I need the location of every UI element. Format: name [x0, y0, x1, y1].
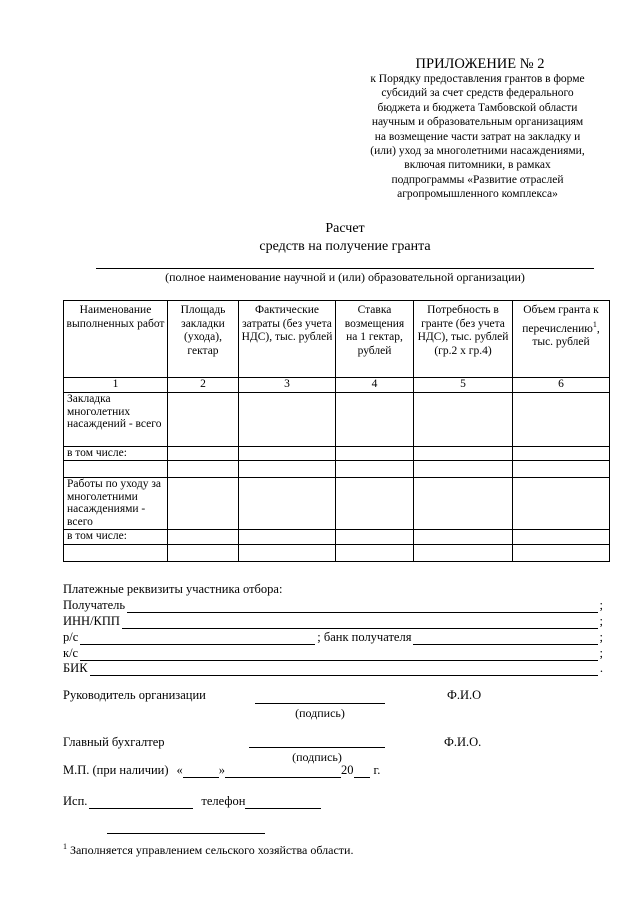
accountant-fio-label: Ф.И.О.	[444, 735, 482, 749]
appendix-title: ПРИЛОЖЕНИЕ № 2	[415, 56, 545, 72]
row-label: в том числе:	[64, 530, 168, 545]
table-cell[interactable]	[414, 530, 513, 545]
bank-semicolon: ;	[599, 630, 603, 644]
appendix-line: к Порядку предоставления грантов в форме	[370, 73, 585, 85]
column-number: 2	[168, 378, 239, 393]
table-cell[interactable]	[239, 478, 336, 530]
date-quote-open: «	[176, 763, 183, 777]
ks-semicolon: ;	[599, 646, 603, 660]
bank-field[interactable]	[413, 633, 597, 645]
bik-period: .	[599, 661, 603, 675]
table-cell[interactable]	[336, 530, 414, 545]
head-fio-label: Ф.И.О	[447, 688, 482, 702]
footnote-text: Заполняется управлением сельского хозяйства области.	[70, 843, 354, 857]
phone-label: телефон	[201, 794, 246, 808]
table-cell[interactable]	[239, 447, 336, 461]
bik-label: БИК	[63, 661, 88, 675]
column-number: 5	[414, 378, 513, 393]
header-grant-amount-unit: тыс. рублей	[532, 335, 590, 348]
table-cell[interactable]	[168, 478, 239, 530]
appendix-line: на возмещение части затрат на закладку и	[374, 130, 581, 143]
appendix-line: подпрограммы «Развитие отраслей	[391, 173, 564, 186]
table-row	[64, 461, 610, 478]
table-cell[interactable]	[336, 461, 414, 478]
table-cell[interactable]	[513, 545, 610, 562]
header-grant-need: Потребность в гранте (без учета НДС), тыс. рублей (гр.2 х гр.4)	[414, 301, 513, 378]
table-cell[interactable]	[168, 530, 239, 545]
row-label	[64, 461, 168, 478]
table-cell[interactable]	[336, 447, 414, 461]
accountant-label: Главный бухгалтер	[63, 735, 165, 749]
head-signature-caption: (подпись)	[295, 706, 345, 720]
table-header-row	[64, 301, 610, 378]
column-number-row	[64, 378, 610, 393]
bik-field[interactable]	[90, 664, 598, 676]
stamp-label: М.П. (при наличии)	[63, 763, 169, 777]
row-label: Закладка многолетних насаждений - всего	[64, 393, 168, 447]
row-label	[64, 545, 168, 562]
table-cell[interactable]	[414, 545, 513, 562]
head-signature-field[interactable]	[255, 703, 385, 704]
recipient-semicolon: ;	[599, 598, 603, 612]
table-cell[interactable]	[239, 530, 336, 545]
column-number: 3	[239, 378, 336, 393]
header-rate: Ставка возмещения на 1 гектар, рублей	[336, 301, 414, 378]
table-row	[64, 530, 610, 545]
stamp-date-row	[63, 763, 380, 778]
inn-row	[63, 613, 603, 629]
ks-row	[63, 645, 603, 661]
bank-label: ; банк получателя	[317, 630, 412, 644]
inn-label: ИНН/КПП	[63, 614, 120, 628]
phone-field[interactable]	[245, 797, 321, 809]
table-cell[interactable]	[414, 393, 513, 447]
inn-semicolon: ;	[599, 614, 603, 628]
table-row	[64, 478, 610, 530]
appendix-line: научным и образовательным организациям	[371, 116, 584, 129]
bik-row	[63, 660, 603, 676]
date-year-prefix: 20	[341, 763, 354, 777]
date-day-field[interactable]	[183, 766, 219, 778]
header-grant-amount: Объем гранта к перечислению$^1$, тыс. рублей	[513, 301, 610, 378]
document-title-line1: Расчет	[325, 221, 365, 236]
header-area: Площадь закладки (ухода), гектар	[168, 301, 239, 378]
executor-field[interactable]	[89, 797, 193, 809]
date-quote-close: »	[218, 763, 226, 777]
date-month-field[interactable]	[225, 766, 341, 778]
executor-row	[63, 794, 321, 809]
appendix-line: (или) уход за многолетними насаждениями,	[370, 145, 585, 158]
table-cell[interactable]	[513, 461, 610, 478]
table-cell[interactable]	[414, 478, 513, 530]
table-cell[interactable]	[239, 545, 336, 562]
table-row	[64, 545, 610, 562]
table-cell[interactable]	[168, 447, 239, 461]
recipient-field[interactable]	[127, 601, 597, 613]
table-cell[interactable]	[336, 545, 414, 562]
column-number: 6	[513, 378, 610, 393]
organization-name-caption: (полное наименование научной и (или) образовательной организации)	[165, 270, 525, 284]
table-cell[interactable]	[513, 478, 610, 530]
document-title	[0, 220, 640, 256]
head-label: Руководитель организации	[63, 688, 206, 702]
header-work-name: Наименование выполненных работ	[64, 301, 168, 378]
organization-name-field[interactable]	[96, 268, 594, 269]
row-label: Работы по уходу за многолетними насаждениями - всего	[64, 478, 168, 530]
table-cell[interactable]	[414, 447, 513, 461]
table-cell[interactable]	[239, 461, 336, 478]
appendix-line: агропромышленного комплекса»	[397, 188, 558, 201]
table-cell[interactable]	[513, 393, 610, 447]
requisites-heading: Платежные реквизиты участника отбора:	[63, 582, 283, 596]
date-year-field[interactable]	[354, 766, 370, 778]
date-year-suffix: г.	[373, 763, 381, 777]
accountant-signature-field[interactable]	[249, 747, 385, 748]
row-label: в том числе:	[64, 447, 168, 461]
table-row	[64, 447, 610, 461]
rs-field[interactable]	[80, 633, 315, 645]
recipient-row	[63, 597, 603, 613]
appendix-description	[330, 72, 625, 202]
grant-calculation-table	[63, 300, 610, 562]
footnote-mark: 1	[63, 842, 67, 851]
ks-label: к/с	[63, 646, 79, 660]
footnote-separator	[107, 833, 265, 834]
rs-label: р/с	[63, 630, 79, 644]
table-cell[interactable]	[414, 461, 513, 478]
footnote	[63, 842, 353, 858]
table-row	[64, 393, 610, 447]
appendix-line: включая питомники, в рамках	[404, 159, 551, 172]
header-grant-amount-label: Объем гранта к перечислению	[522, 304, 599, 335]
table-cell[interactable]	[336, 393, 414, 447]
account-row	[63, 629, 603, 645]
table-cell[interactable]	[168, 545, 239, 562]
table-cell[interactable]	[239, 393, 336, 447]
document-title-line2: средств на получение гранта	[259, 239, 431, 254]
table-cell[interactable]	[513, 530, 610, 545]
inn-field[interactable]	[122, 617, 598, 629]
table-cell[interactable]	[336, 478, 414, 530]
recipient-label: Получатель	[63, 598, 126, 612]
executor-label: Исп.	[63, 794, 88, 808]
table-cell[interactable]	[513, 447, 610, 461]
column-number: 4	[336, 378, 414, 393]
header-actual-costs: Фактические затраты (без учета НДС), тыс. рублей	[239, 301, 336, 378]
table-cell[interactable]	[168, 461, 239, 478]
accountant-signature-caption: (подпись)	[292, 750, 342, 764]
appendix-line: субсидий за счет средств федерального	[381, 87, 574, 100]
table-cell[interactable]	[168, 393, 239, 447]
appendix-line: бюджета и бюджета Тамбовской области	[377, 101, 578, 114]
footnote-mark: 1	[592, 319, 597, 329]
column-number: 1	[64, 378, 168, 393]
